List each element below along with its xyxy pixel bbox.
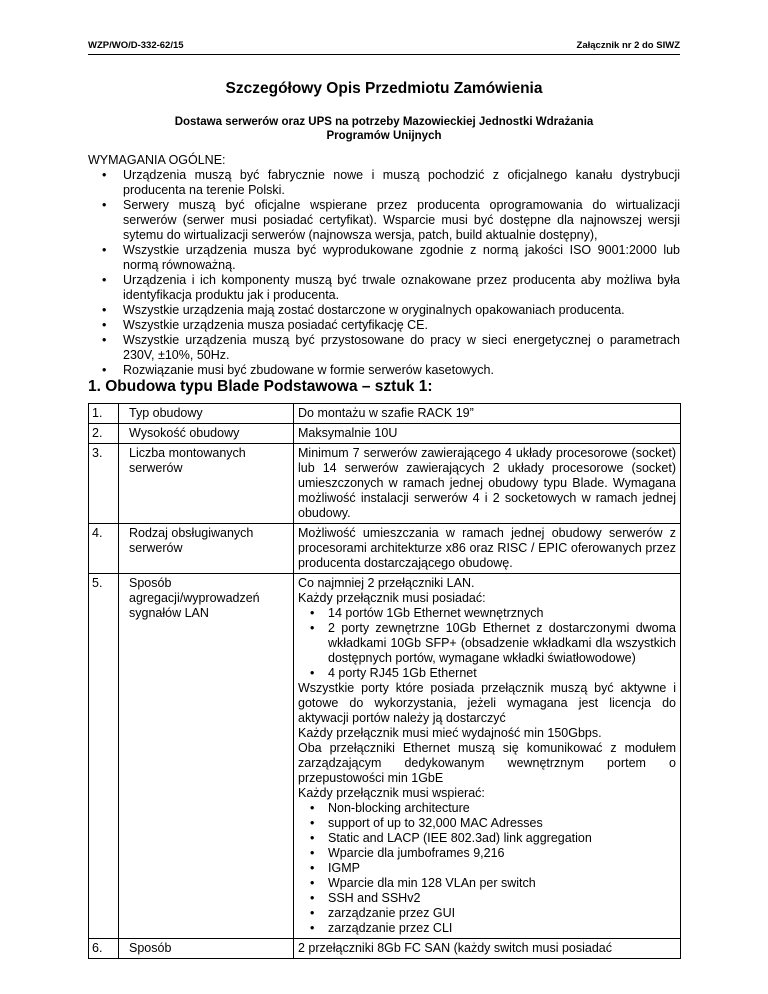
row-label: Sposób xyxy=(119,939,294,959)
general-item: • Wszystkie urządzenia mają zostać dostarczone w oryginalnych opakowaniach producenta. xyxy=(88,303,680,318)
lan-port-item: • 4 porty RJ45 1Gb Ethernet xyxy=(298,666,676,681)
row-value: 2 przełączniki 8Gb FC SAN (każdy switch musi posiadać xyxy=(294,939,681,959)
table-row xyxy=(89,939,681,959)
section-title: 1. Obudowa typu Blade Podstawowa – sztuk 1: xyxy=(88,378,433,395)
lan-feature-item: • SSH and SSHv2 xyxy=(298,891,676,906)
lan-feature-item: • IGMP xyxy=(298,861,676,876)
lan-features-intro: Każdy przełącznik musi wspierać: xyxy=(298,786,485,800)
table-row xyxy=(89,574,681,939)
annex-label: Załącznik nr 2 do SIWZ xyxy=(576,40,680,51)
row-label: Wysokość obudowy xyxy=(119,424,294,444)
row-value: Minimum 7 serwerów zawierającego 4 układy procesorowe (socket) lub 14 serwerów zawierających 2 układy procesorowe (socket) umieszczonych w ramach jednej obudowy typu Blade. Wymagana możliwość instalacji serwerów 4 i 2 socketowych w ramach jednej obudowy. xyxy=(294,444,681,524)
row-label: Rodzaj obsługiwanych serwerów xyxy=(119,524,294,574)
row-value: Do montażu w szafie RACK 19” xyxy=(294,404,681,424)
table-row xyxy=(89,404,681,424)
general-item: • Urządzenia muszą być fabrycznie nowe i muszą pochodzić z oficjalnego kanału dystrybucji producenta na terenie Polski. xyxy=(88,168,680,198)
document-reference: WZP/WO/D-332-62/15 xyxy=(88,40,184,51)
spec-table xyxy=(88,403,681,959)
lan-management-link: Oba przełączniki Ethernet muszą się komunikować z modułem zarządzającym dedykowanym wewnętrznym portem o przepustowości min 1GbE xyxy=(298,741,676,785)
document-title: Szczegółowy Opis Przedmiotu Zamówienia xyxy=(225,80,543,97)
row-value xyxy=(294,574,681,939)
table-row xyxy=(89,444,681,524)
lan-features-list xyxy=(298,801,676,936)
row-number: 4. xyxy=(89,524,119,574)
general-item: • Urządzenia i ich komponenty muszą być trwale oznakowane przez producenta aby możliwa była identyfikacja produktu jak i producenta. xyxy=(88,273,680,303)
lan-port-item: • 14 portów 1Gb Ethernet wewnętrznych xyxy=(298,606,676,621)
lan-feature-item: • Non-blocking architecture xyxy=(298,801,676,816)
lan-feature-item: • zarządzanie przez CLI xyxy=(298,921,676,936)
lan-switch-count: Co najmniej 2 przełączniki LAN. xyxy=(298,576,475,590)
row-label: Liczba montowanych serwerów xyxy=(119,444,294,524)
general-requirements xyxy=(88,153,680,378)
general-item: • Wszystkie urządzenia musza być wyprodukowane zgodnie z normą jakości ISO 9001:2000 lub normą równoważną. xyxy=(88,243,680,273)
general-item: • Serwery muszą być oficjalne wspierane przez producenta oprogramowania do wirtualizacji serwerów (serwer musi posiadać certyfikat). Wsparcie musi być dostępne dla najnowszej wersji sytemu do wirtualizacji serwerów (najnowsza wersja, patch, build aktualnie dostępny), xyxy=(88,198,680,243)
page-header xyxy=(88,40,680,55)
lan-ports-intro: Każdy przełącznik musi posiadać: xyxy=(298,591,486,605)
general-item: • Rozwiązanie musi być zbudowane w formie serwerów kasetowych. xyxy=(88,363,680,378)
row-number: 5. xyxy=(89,574,119,939)
lan-port-item: • 2 porty zewnętrzne 10Gb Ethernet z dostarczonymi dwoma wkładkami 10Gb SFP+ (obsadzenie wkładkami dla wszystkich dostępnych portów, wymagane wkładki światłowodowe) xyxy=(298,621,676,666)
row-label: Sposób agregacji/wyprowadzeń sygnałów LAN xyxy=(119,574,294,939)
lan-ports-list xyxy=(298,606,676,681)
lan-feature-item: • Static and LACP (IEE 802.3ad) link aggregation xyxy=(298,831,676,846)
row-number: 3. xyxy=(89,444,119,524)
lan-feature-item: • support of up to 32,000 MAC Adresses xyxy=(298,816,676,831)
lan-feature-item: • zarządzanie przez GUI xyxy=(298,906,676,921)
document-subtitle: Dostawa serwerów oraz UPS na potrzeby Mazowieckiej Jednostki Wdrażania Programów Unijnych xyxy=(174,116,594,142)
lan-throughput: Każdy przełącznik musi mieć wydajność min 150Gbps. xyxy=(298,726,602,740)
row-value: Możliwość umieszczania w ramach jednej obudowy serwerów z procesorami architekturze x86 oraz RISC / EPIC oferowanych przez producenta dostarczającego obudowę. xyxy=(294,524,681,574)
row-number: 6. xyxy=(89,939,119,959)
general-heading: WYMAGANIA OGÓLNE: xyxy=(88,153,226,167)
table-row xyxy=(89,424,681,444)
general-list xyxy=(88,168,680,378)
table-row xyxy=(89,524,681,574)
lan-feature-item: • Wparcie dla jumboframes 9,216 xyxy=(298,846,676,861)
general-item: • Wszystkie urządzenia muszą być przystosowane do pracy w sieci energetycznej o parametrach 230V, ±10%, 50Hz. xyxy=(88,333,680,363)
row-number: 2. xyxy=(89,424,119,444)
lan-feature-item: • Wparcie dla min 128 VLAn per switch xyxy=(298,876,676,891)
general-item: • Wszystkie urządzenia musza posiadać certyfikację CE. xyxy=(88,318,680,333)
row-value: Maksymalnie 10U xyxy=(294,424,681,444)
lan-license-note: Wszystkie porty które posiada przełącznik muszą być aktywne i gotowe do wykorzystania, jeżeli wymagana jest licencja do aktywacji portów należy ją dostarczyć xyxy=(298,681,676,725)
row-label: Typ obudowy xyxy=(119,404,294,424)
row-number: 1. xyxy=(89,404,119,424)
